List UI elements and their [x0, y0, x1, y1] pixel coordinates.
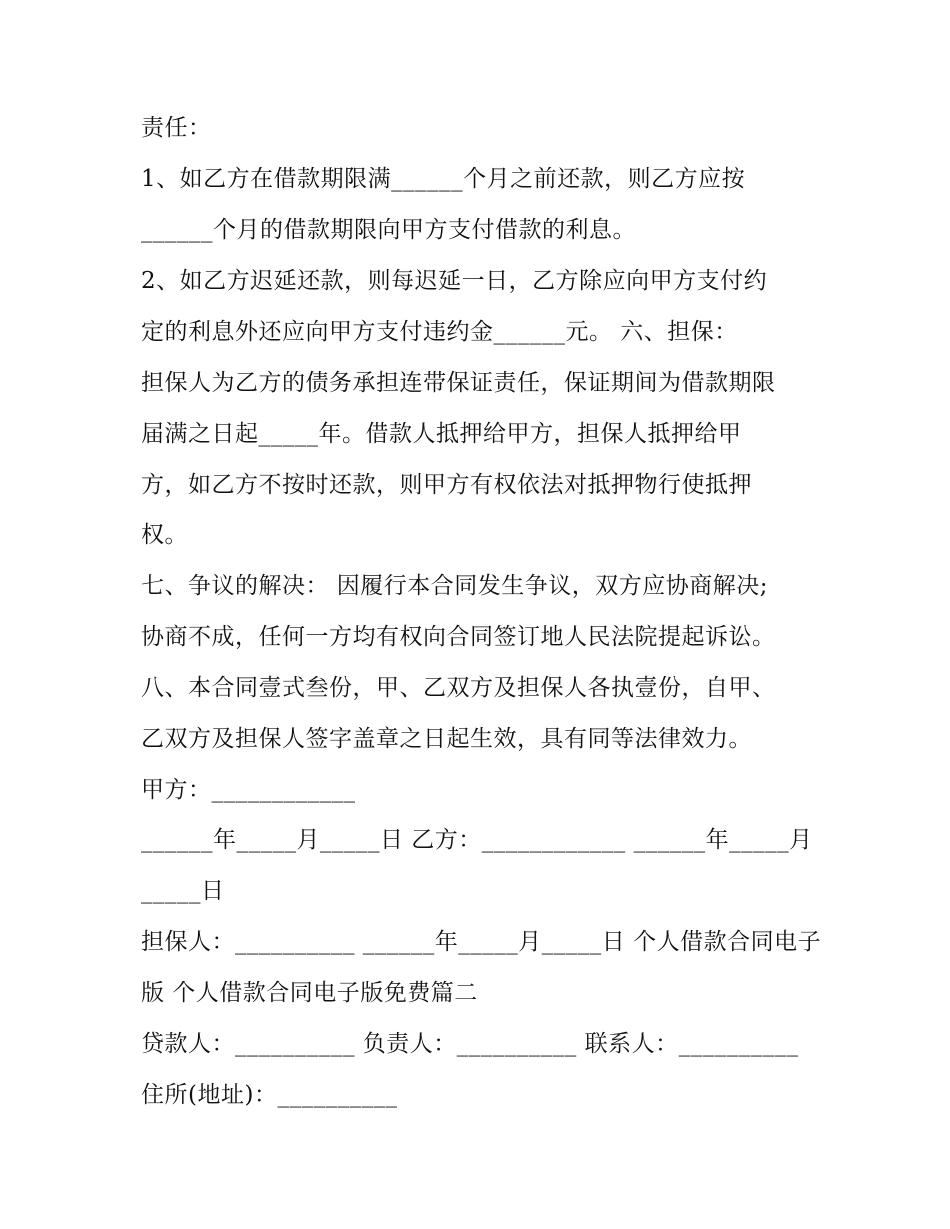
address-line: 住所(地址)：__________ [141, 1082, 398, 1108]
text-line: ______个月的借款期限向甲方支付借款的利息。 [141, 217, 636, 243]
text-line: _____日 [141, 878, 225, 904]
date-line: ______年_____月_____日 乙方：____________ ______年_____月 [141, 827, 813, 853]
text-line: 七、争议的解决： 因履行本合同发生争议，双方应协商解决; [141, 573, 769, 599]
signature-line-party-a: 甲方：____________ [141, 777, 356, 803]
text-line: 方，如乙方不按时还款，则甲方有权依法对抵押物行使抵押 [141, 472, 752, 498]
text-line: 届满之日起_____年。借款人抵押给甲方，担保人抵押给甲 [141, 421, 742, 447]
text-line: 八、本合同壹式叁份，甲、乙双方及担保人各执壹份，自甲、 [141, 675, 776, 701]
text-line: 协商不成，任何一方均有权向合同签订地人民法院提起诉讼。 [141, 624, 776, 650]
section-title: 版 个人借款合同电子版免费篇二 [141, 980, 478, 1006]
text-line: 1、如乙方在借款期限满______个月之前还款，则乙方应按 [141, 166, 746, 192]
text-line: 2、如乙方迟延还款，则每迟延一日，乙方除应向甲方支付约 [141, 268, 768, 294]
text-line: 担保人为乙方的债务承担连带保证责任，保证期间为借款期限 [141, 370, 776, 396]
text-line: 权。 [141, 522, 188, 548]
text-line: 乙双方及担保人签字盖章之日起生效，具有同等法律效力。 [141, 726, 752, 752]
lender-line: 贷款人：__________ 负责人：__________ 联系人：__________ [141, 1031, 799, 1057]
guarantor-line: 担保人：__________ ______年_____月_____日 个人借款合同电子 [141, 929, 822, 955]
text-line: 责任： [141, 115, 212, 141]
text-line: 定的利息外还应向甲方支付违约金______元。 六、担保： [141, 319, 738, 345]
